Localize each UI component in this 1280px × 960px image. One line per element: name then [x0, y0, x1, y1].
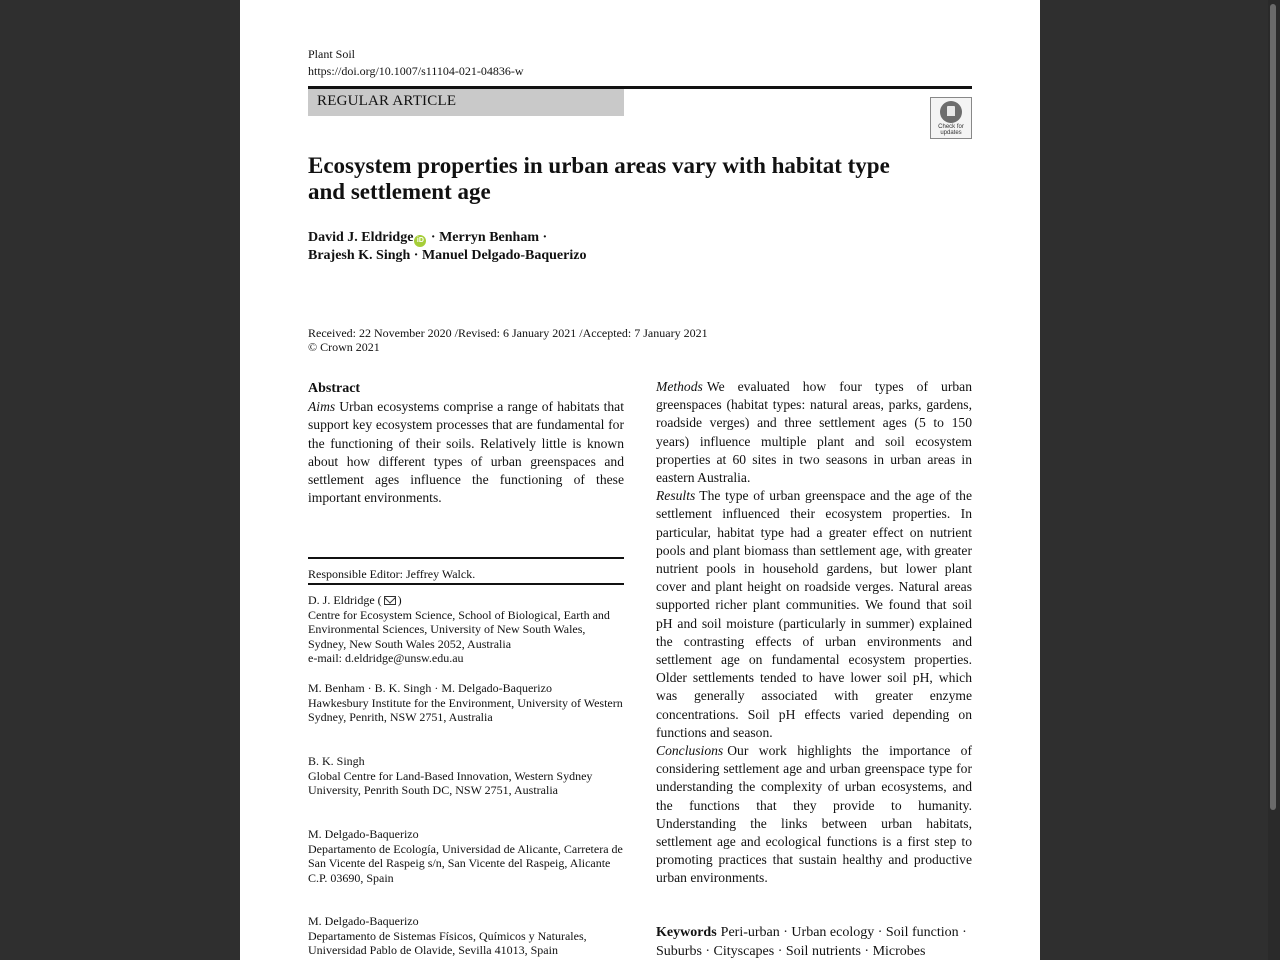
affiliation-line: Departamento de Ecología, Universidad de Alicante, Carretera de	[308, 841, 623, 856]
affiliation-names: D. J. Eldridge	[308, 593, 375, 607]
aims-text: Urban ecosystems comprise a range of habitats that support key ecosystem processes that are fundamental for the functioning of their soils. Relatively little is known about how different types of urban greenspaces and settlement ages influence the functioning of these important environments.	[308, 399, 624, 506]
check-for-updates-badge[interactable]	[930, 97, 972, 139]
responsible-editor: Responsible Editor: Jeffrey Walck.	[308, 567, 476, 581]
envelope-icon	[384, 596, 396, 605]
footnote-rule-top	[308, 557, 624, 559]
publication-dates	[308, 326, 948, 354]
affiliation-line: Sydney, New South Wales 2052, Australia	[308, 636, 512, 651]
bookmark-icon	[940, 101, 962, 123]
affiliation-line: Hawkesbury Institute for the Environment, University of Western	[308, 695, 623, 710]
abstract-heading: Abstract	[308, 381, 361, 396]
affiliation-block	[308, 754, 628, 798]
orcid-icon[interactable]: iD	[414, 235, 426, 247]
pdf-page	[240, 0, 1040, 960]
doi-link[interactable]: https://doi.org/10.1007/s11104-021-04836-w	[308, 64, 524, 78]
check-badge-text: Check for updates	[938, 124, 964, 136]
abstract-right-column	[656, 378, 972, 888]
conclusions-label: Conclusions	[656, 743, 724, 759]
article-title: Ecosystem properties in urban areas vary with habitat type and settlement age	[308, 153, 890, 204]
affiliation-block	[308, 914, 628, 958]
aims-label: Aims	[308, 399, 336, 415]
keywords-line-2: Suburbs · Cityscapes · Soil nutrients · Microbes	[656, 944, 926, 959]
author-benham: · Merryn Benham ·	[427, 230, 548, 245]
affiliation-line: Sydney, Penrith, NSW 2751, Australia	[308, 710, 493, 725]
affiliation-line: Departamento de Sistemas Físicos, Químicos y Naturales,	[308, 928, 587, 943]
abstract-results	[656, 487, 972, 742]
affiliation-line: University, Penrith South DC, NSW 2751, Australia	[308, 783, 558, 798]
journal-name: Plant Soil	[308, 47, 356, 61]
affiliation-names: M. Delgado-Baquerizo	[308, 827, 419, 841]
affiliation-block: D. J. Eldridge ( ) Centre for Ecosystem Science, School of Biological, Earth and Environmental Sciences, University of New South Wales, Sydney, New South Wales 2052, Australia e-mail: d.eldridge@unsw.edu.au	[308, 593, 628, 666]
affiliation-line: Global Centre for Land-Based Innovation, Western Sydney	[308, 768, 593, 783]
copyright: © Crown 2021	[308, 340, 380, 354]
author-line-2: Brajesh K. Singh · Manuel Delgado-Baquerizo	[308, 248, 587, 263]
abstract-aims	[308, 398, 624, 507]
vertical-scrollbar[interactable]	[1268, 0, 1280, 960]
affiliation-line: San Vicente del Raspeig s/n, San Vicente del Raspeig, Alicante	[308, 856, 611, 871]
abstract-left-column	[308, 380, 624, 507]
article-type-label: REGULAR ARTICLE	[308, 89, 624, 116]
abstract-methods	[656, 378, 972, 487]
author-list	[308, 229, 948, 265]
footnote-rule-bottom	[308, 583, 624, 585]
history-dates: Received: 22 November 2020 /Revised: 6 January 2021 /Accepted: 7 January 2021	[308, 326, 708, 340]
methods-text: We evaluated how four types of urban greenspaces (habitat types: natural areas, parks, gardens, roadside verges) and three settlement ages (5 to 150 years) influence multiple plant and soil ecosystem properties at 60 sites in two seasons in urban areas in eastern Australia.	[656, 379, 972, 486]
affiliation-line: Universidad Pablo de Olavide, Sevilla 41013, Spain	[308, 943, 558, 958]
affiliation-names: M. Delgado-Baquerizo	[308, 914, 419, 928]
abstract-conclusions	[656, 742, 972, 888]
scrollbar-thumb[interactable]	[1270, 4, 1276, 810]
affiliation-email[interactable]: e-mail: d.eldridge@unsw.edu.au	[308, 651, 464, 666]
affiliation-block	[308, 681, 628, 725]
keywords-block	[656, 923, 976, 960]
results-text: The type of urban greenspace and the age of the settlement influenced their ecosystem properties. In particular, habitat type had a greater effect on nutrient pools and plant biomass than settlement age, with greater nutrient pools in household gardens, but lower plant cover and plant height on roadside verges. Natural areas supported richer plant communities. We found that soil pH and soil moisture (particularly in summer) explained the contrasting effects of urban environments and settlement age on fundamental ecosystem properties. Older settlements tended to have lower soil pH, which was generally associated with greater enzyme concentrations. Soil pH effects varied depending on functions and season.	[656, 488, 972, 740]
affiliation-names: B. K. Singh	[308, 754, 365, 768]
affiliation-line: Environmental Sciences, University of New South Wales,	[308, 622, 586, 637]
keywords-line-1: Peri-urban · Urban ecology · Soil function ·	[720, 925, 967, 940]
conclusions-text: Our work highlights the importance of considering settlement age and urban greenspace type for understanding the complexity of urban ecosystems, and the functions that they provide to humanity. Understanding the links between urban habitats, settlement age and ecological functions is a first step to promoting practices that sustain healthy and productive urban environments.	[656, 743, 972, 886]
methods-label: Methods	[656, 379, 703, 394]
affiliation-block	[308, 827, 628, 885]
affiliation-line: Centre for Ecosystem Science, School of Biological, Earth and	[308, 607, 610, 622]
affiliation-line: C.P. 03690, Spain	[308, 870, 394, 885]
author-eldridge: David J. Eldridge	[308, 230, 414, 245]
journal-header	[308, 46, 524, 80]
keywords-label: Keywords	[656, 925, 717, 940]
affiliation-names: M. Benham · B. K. Singh · M. Delgado-Baquerizo	[308, 681, 552, 695]
results-label: Results	[656, 488, 696, 504]
